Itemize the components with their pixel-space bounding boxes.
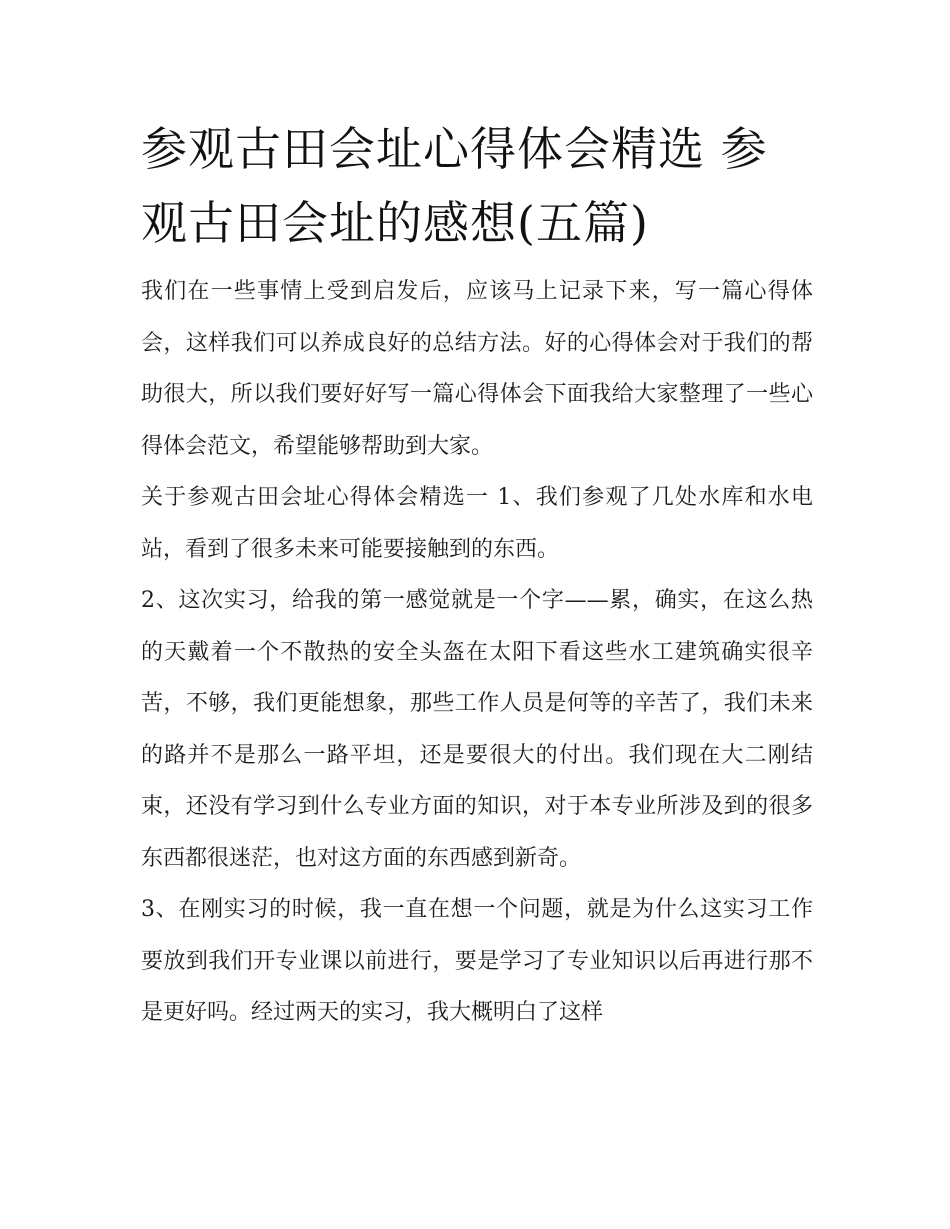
paragraph-section-3: 3、在刚实习的时候，我一直在想一个问题，就是为什么这实习工作要放到我们开专业课以前进行，要是学习了专业知识以后再进行那不是更好吗。经过两天的实习，我大概明白了这样 xyxy=(141,897,813,1025)
document-body xyxy=(141,266,813,1039)
document-title: 参观古田会址心得体会精选 参观古田会址的感想(五篇) xyxy=(141,122,768,250)
paragraph-intro: 我们在一些事情上受到启发后，应该马上记录下来，写一篇心得体会，这样我们可以养成良好的总结方法。好的心得体会对于我们的帮助很大，所以我们要好好写一篇心得体会下面我给大家整理了一些心得体会范文，希望能够帮助到大家。 xyxy=(141,279,813,459)
paragraph-section-2: 2、这次实习，给我的第一感觉就是一个字——累，确实，在这么热的天戴着一个不散热的安全头盔在太阳下看这些水工建筑确实很辛苦，不够，我们更能想象，那些工作人员是何等的辛苦了，我们未来的路并不是那么一路平坦，还是要很大的付出。我们现在大二刚结束，还没有学习到什么专业方面的知识，对于本专业所涉及到的很多东西都很迷茫，也对这方面的东西感到新奇。 xyxy=(141,588,813,871)
document-content xyxy=(141,112,813,1039)
paragraph-section-1: 关于参观古田会址心得体会精选一 1、我们参观了几处水库和水电站，看到了很多未来可能要接触到的东西。 xyxy=(141,485,813,562)
